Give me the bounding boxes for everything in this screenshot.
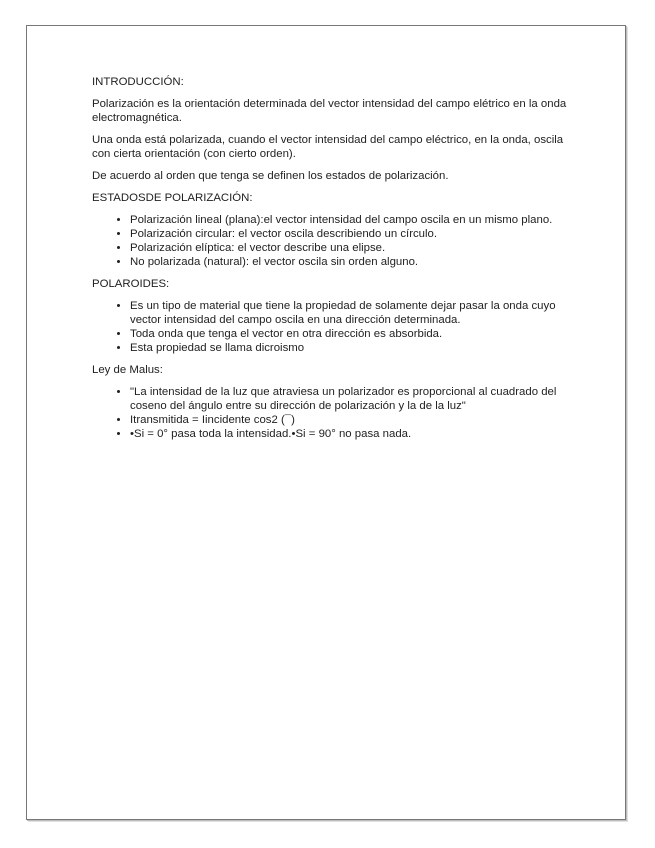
intro-paragraph-definition: Polarización es la orientación determinada del vector intensidad del campo elétrico en la onda electromagnética. [92, 98, 567, 124]
list-item: • Itransmitida = Iincidente cos2 (¯) [130, 413, 572, 427]
list-item: • Polarización lineal (plana):el vector intensidad del campo oscila en un mismo plano. [130, 213, 572, 227]
states-list [92, 213, 572, 269]
malus-list [92, 385, 572, 441]
list-item: • No polarizada (natural): el vector oscila sin orden alguno. [130, 255, 572, 269]
document-page [26, 25, 626, 820]
intro-heading: INTRODUCCIÓN: [92, 76, 184, 88]
polaroids-list [92, 299, 572, 355]
document-body [92, 75, 572, 449]
polaroids-heading: POLAROIDES: [92, 278, 170, 290]
malus-heading: Ley de Malus: [92, 364, 163, 376]
intro-paragraph-polarized-wave: Una onda está polarizada, cuando el vector intensidad del campo eléctrico, en la onda, oscila con cierta orientación (con cierto orden). [92, 134, 564, 160]
list-item: • "La intensidad de la luz que atraviesa un polarizador es proporcional al cuadrado del coseno del ángulo entre su dirección de polarización y la de la luz" [130, 385, 572, 413]
states-heading: ESTADOSDE POLARIZACIÓN: [92, 192, 253, 204]
intro-paragraph-states: De acuerdo al orden que tenga se definen los estados de polarización. [92, 170, 449, 182]
list-item: • Polarización circular: el vector oscila describiendo un círculo. [130, 227, 572, 241]
list-item: • Polarización elíptica: el vector describe una elipse. [130, 241, 572, 255]
list-item: • •Si = 0° pasa toda la intensidad.•Si = 90° no pasa nada. [130, 427, 572, 441]
list-item: • Esta propiedad se llama dicroismo [130, 341, 572, 355]
list-item: • Toda onda que tenga el vector en otra dirección es absorbida. [130, 327, 572, 341]
list-item: • Es un tipo de material que tiene la propiedad de solamente dejar pasar la onda cuyo vector intensidad del campo oscila en una dirección determinada. [130, 299, 572, 327]
